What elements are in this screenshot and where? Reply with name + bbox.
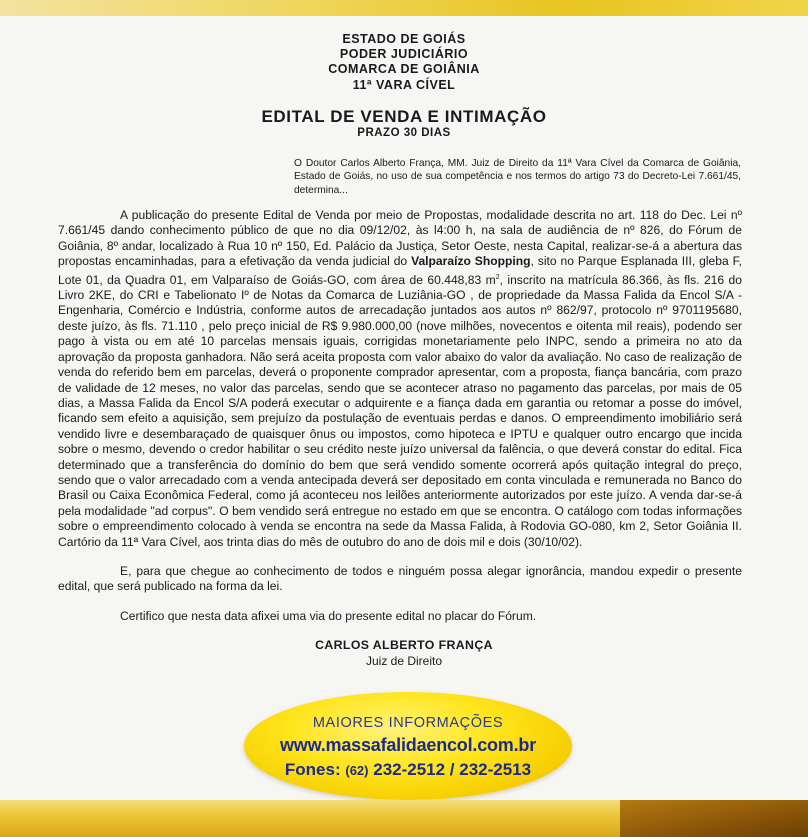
- court-header: [0, 32, 808, 93]
- edict-deadline: PRAZO 30 DIAS: [357, 127, 451, 139]
- header-district: COMARCA DE GOIÂNIA: [328, 62, 480, 77]
- edict-title: EDITAL DE VENDA E INTIMAÇÃO: [261, 107, 547, 126]
- header-judiciary: PODER JUDICIÁRIO: [339, 47, 469, 62]
- edict-body: [58, 208, 742, 550]
- header-state: ESTADO DE GOIÁS: [342, 32, 466, 46]
- header-court: 11ª VARA CÍVEL: [352, 77, 456, 92]
- top-decorative-bar: [0, 0, 808, 16]
- phones-label: Fones:: [284, 760, 341, 779]
- edict-body-paragraph: [58, 208, 742, 550]
- edict-intro: O Doutor Carlos Alberto França, MM. Juiz de Direito da 11ª Vara Cível da Comarca de Goiânia, Estado de Goiás, no uso de sua competência e nos termos do artigo 73 do Decreto-Lei 7.661/45, determina...: [294, 158, 741, 196]
- body-part-1: A publicação do presente Edital de Venda por meio de Propostas, modalidade descrita no art. 118 do Dec. Lei nº 7.661/45 dando conhecimento público de que no dia 09/12/02, às l4:00 h, na sala de audiência de nº 826, do Fórum de Goiânia, 8º andar, localizado à Rua 10 nº 150, Ed. Palácio da Justiça, Setor Oeste, nesta Capital, realizar-se-á a abertura das propostas encaminhadas, para a efetivação da venda judicial do: [58, 208, 742, 269]
- property-name: Valparaízo Shopping: [411, 254, 531, 269]
- closing-text: E, para que chegue ao conhecimento de todos e ninguém possa alegar ignorância, mandou expedir o presente edital, que será publicado na forma da lei.: [58, 564, 742, 594]
- closing-paragraph: [58, 564, 742, 595]
- phones-value: 232-2512 / 232-2513: [373, 760, 532, 779]
- body-part-3: , inscrito na matrícula 86.366, às fls. 216 do Livro 2KE, do CRI e Tabelionato Iº de Notas da Comarca de Luziânia-GO , de propriedade da Massa Falida da Encol S/A - Engenharia, Comércio e Indústria, conforme autos de arrecadação juntados aos autos nº 862/97, protocolo nº 9701195680, deste juízo, às fls. 71.110 , pelo preço inicial de R$ 9.980.000,00 (nove milhões, novecentos e oitenta mil reais), podendo ser pago à vista ou em até 10 parcelas mensais iguais, corrigidas monetariamente pelo INPC, sendo a primeira no ato da aprovação da proposta ganhadora. Não será aceita proposta com valor abaixo do valor da avaliação. No caso de realização de venda do referido bem em parcelas, deverá o proponente comprador apresentar, com a proposta, fiança bancária, com prazo de validade de 12 meses, no valor das parcelas, sendo que se acontecer atraso no pagamento das parcelas, por mais de 05 dias, a Massa Falida da Encol S/A poderá executar o adquirente e a fiança dada em garantia ou retomar a posse do imóvel, ficando sem efeito a aquisição, sem prejuízo da postulação de eventuais perdas e danos. O empreendimento imobiliário será vendido livre e desembaraçado de quaisquer ônus ou impostos, como hipoteca e IPTU e qualquer outro encargo que incida sobre o mesmo, devendo o credor habilitar o seu crédito neste juízo universal da falência, o que deverá constar do edital. Fica determinado que a transferência do domínio do bem que será vendido somente ocorrerá após quitação integral do preço, sendo que o valor arrecadado com a venda antecipada deverá ser depositado em conta vinculada e remunerada no Banco do Brasil ou Caixa Econômica Federal, como já aconteceu nos leilões anteriormente autorizados por este juízo. A venda dar-se-á pela modalidade "ad corpus". O bem vendido será entregue no estado em que se encontra. O catálogo com todas informações sobre o empreendimento colocado à venda se encontra na sede da Massa Falida, à Rodovia GO-080, km 2, Setor Goiânia II. Cartório da 11ª Vara Cível, aos trinta dias do mês de outubro do ano de dois mil e dois (30/10/02).: [58, 272, 742, 549]
- bottom-decorative-stripe: [620, 800, 808, 837]
- phone-numbers: [244, 760, 572, 780]
- certification-text: Certifico que nesta data afixei uma via do presente edital no placar do Fórum.: [120, 609, 537, 623]
- body-part-2: , sito no Parque Esplanada III, gleba F, Lote 01, da Quadra 01, em Valparaíso de Goiás-GO, com área de 60.448,83 m: [58, 254, 742, 287]
- judge-role: Juiz de Direito: [365, 654, 443, 668]
- judge-name: CARLOS ALBERTO FRANÇA: [315, 638, 493, 652]
- more-info-heading: MAIORES INFORMAÇÕES: [312, 715, 504, 731]
- area-unit-superscript: 2: [495, 273, 500, 281]
- website-url[interactable]: www.massafalidaencol.com.br: [279, 735, 537, 755]
- area-code: (62): [345, 763, 369, 778]
